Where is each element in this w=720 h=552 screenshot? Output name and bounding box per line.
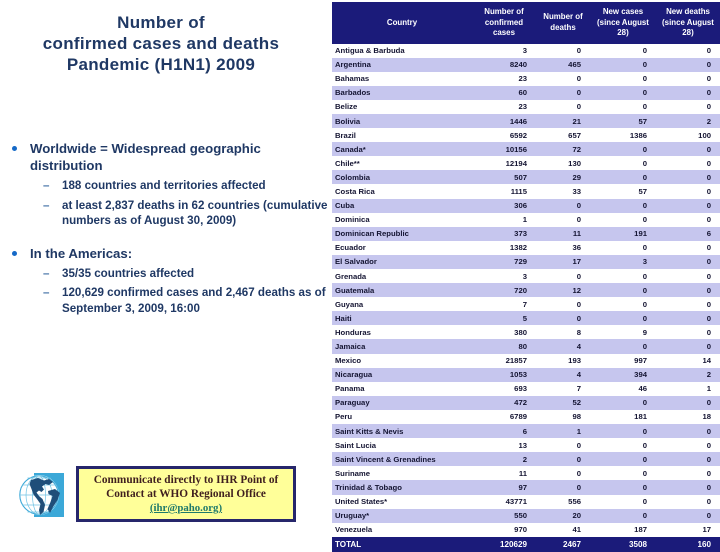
cell-new-cases: 0: [590, 269, 656, 283]
cell-country: Antigua & Barbuda: [332, 44, 472, 58]
cell-new-cases: 0: [590, 438, 656, 452]
cell-confirmed-cases: 306: [472, 199, 536, 213]
cell-deaths: 21: [536, 114, 590, 128]
cell-deaths: 0: [536, 466, 590, 480]
cell-deaths: 4: [536, 368, 590, 382]
sub-bullet-americas-countries-label: 35/35 countries affected: [62, 266, 195, 280]
cell-country: Belize: [332, 100, 472, 114]
cell-confirmed-cases: 2: [472, 452, 536, 466]
ihr-email-link[interactable]: (ihr@paho.org): [149, 502, 223, 514]
table-row: [332, 269, 720, 283]
table-header-row: [332, 2, 720, 44]
cell-confirmed-cases: 12194: [472, 156, 536, 170]
cell-country: Barbados: [332, 86, 472, 100]
table-row: [332, 58, 720, 72]
bullet-worldwide-label: Worldwide = Widespread geographic distribution: [30, 141, 261, 173]
cell-confirmed-cases: 10156: [472, 142, 536, 156]
cell-confirmed-cases: 43771: [472, 495, 536, 509]
cell-new-deaths: 18: [656, 410, 720, 424]
cell-country: Cuba: [332, 199, 472, 213]
cell-new-deaths: 1: [656, 382, 720, 396]
paho-globe-logo-icon: [18, 469, 66, 521]
cell-new-cases: 0: [590, 58, 656, 72]
cell-confirmed-cases: 8240: [472, 58, 536, 72]
cell-confirmed-cases: 693: [472, 382, 536, 396]
cell-deaths: 130: [536, 156, 590, 170]
cell-new-cases: 0: [590, 424, 656, 438]
page-title-line-2: confirmed cases and deaths: [42, 34, 280, 53]
cell-new-deaths: 0: [656, 509, 720, 523]
ihr-contact-box: [76, 466, 296, 522]
col-header-line: (since August 28): [662, 17, 714, 37]
cell-new-deaths: 0: [656, 86, 720, 100]
total-cell-country: TOTAL: [332, 537, 472, 552]
cell-confirmed-cases: 720: [472, 283, 536, 297]
cell-new-deaths: 0: [656, 58, 720, 72]
total-cell-deaths: 2467: [536, 537, 590, 552]
cell-confirmed-cases: 60: [472, 86, 536, 100]
cell-confirmed-cases: 1: [472, 213, 536, 227]
col-header-line: New deaths: [666, 7, 710, 16]
cell-country: Haiti: [332, 311, 472, 325]
cell-confirmed-cases: 507: [472, 170, 536, 184]
cell-new-cases: 0: [590, 495, 656, 509]
sub-bullet-americas-cases-label: 120,629 confirmed cases and 2,467 deaths as of September 3, 2009, 16:00: [62, 286, 326, 315]
cell-new-deaths: 0: [656, 255, 720, 269]
cell-new-deaths: 0: [656, 241, 720, 255]
table-row: [332, 325, 720, 339]
cell-country: Saint Kitts & Nevis: [332, 424, 472, 438]
cell-new-deaths: 2: [656, 114, 720, 128]
cell-new-cases: 0: [590, 297, 656, 311]
cell-new-cases: 187: [590, 523, 656, 537]
cell-deaths: 17: [536, 255, 590, 269]
table-row: [332, 72, 720, 86]
table-row: [332, 199, 720, 213]
col-header-new-deaths: [656, 2, 720, 44]
cell-new-deaths: 0: [656, 44, 720, 58]
cell-confirmed-cases: 6: [472, 424, 536, 438]
table-row: [332, 424, 720, 438]
cell-confirmed-cases: 472: [472, 396, 536, 410]
cases-table-container: [332, 2, 720, 549]
cell-new-cases: 0: [590, 466, 656, 480]
cell-new-cases: 0: [590, 396, 656, 410]
cell-deaths: 0: [536, 72, 590, 86]
dash-icon: –: [43, 266, 50, 280]
cell-deaths: 193: [536, 354, 590, 368]
cell-country: Chile**: [332, 156, 472, 170]
cell-confirmed-cases: 3: [472, 269, 536, 283]
sub-bullet-countries-affected-label: 188 countries and territories affected: [62, 179, 266, 192]
cell-deaths: 0: [536, 86, 590, 100]
cell-country: Canada*: [332, 142, 472, 156]
table-row: [332, 86, 720, 100]
cell-confirmed-cases: 1115: [472, 184, 536, 198]
table-row: [332, 114, 720, 128]
cell-new-deaths: 14: [656, 354, 720, 368]
table-row: [332, 509, 720, 523]
col-header-line: (since August 28): [597, 17, 649, 37]
table-header: [332, 2, 720, 44]
cell-new-cases: 0: [590, 509, 656, 523]
cell-deaths: 52: [536, 396, 590, 410]
cell-deaths: 29: [536, 170, 590, 184]
cell-new-deaths: 0: [656, 495, 720, 509]
table-row: [332, 410, 720, 424]
cell-new-deaths: 100: [656, 128, 720, 142]
cell-new-deaths: 0: [656, 452, 720, 466]
cell-confirmed-cases: 97: [472, 480, 536, 494]
cell-confirmed-cases: 1446: [472, 114, 536, 128]
cell-new-deaths: 0: [656, 424, 720, 438]
col-header-deaths: [536, 2, 590, 44]
cell-country: Guyana: [332, 297, 472, 311]
cell-new-deaths: 0: [656, 142, 720, 156]
table-row: [332, 283, 720, 297]
page-title-line-1: Number of: [117, 13, 205, 32]
cell-new-cases: 0: [590, 311, 656, 325]
table-row: [332, 438, 720, 452]
cell-deaths: 0: [536, 44, 590, 58]
cell-deaths: 0: [536, 452, 590, 466]
cell-country: Bolivia: [332, 114, 472, 128]
cell-country: Dominican Republic: [332, 227, 472, 241]
cell-new-deaths: 0: [656, 170, 720, 184]
bullet-americas-label: In the Americas:: [30, 245, 133, 261]
cell-deaths: 657: [536, 128, 590, 142]
cell-country: Argentina: [332, 58, 472, 72]
cell-new-deaths: 0: [656, 297, 720, 311]
cell-new-deaths: 0: [656, 199, 720, 213]
table-row: [332, 368, 720, 382]
col-header-line: Country: [386, 17, 418, 27]
cell-new-deaths: 0: [656, 396, 720, 410]
cell-new-cases: 57: [590, 114, 656, 128]
table-row: [332, 170, 720, 184]
cell-confirmed-cases: 13: [472, 438, 536, 452]
sub-bullet-countries-affected: [0, 178, 330, 194]
cell-confirmed-cases: 23: [472, 72, 536, 86]
cell-confirmed-cases: 11: [472, 466, 536, 480]
cell-confirmed-cases: 7: [472, 297, 536, 311]
cell-confirmed-cases: 80: [472, 339, 536, 353]
cell-new-cases: 0: [590, 213, 656, 227]
cell-deaths: 0: [536, 269, 590, 283]
bullet-dot-icon: [12, 146, 17, 151]
dash-icon: –: [43, 198, 50, 212]
ihr-line-2: Contact at WHO Regional Office: [106, 488, 266, 500]
cell-deaths: 36: [536, 241, 590, 255]
cell-new-deaths: 0: [656, 339, 720, 353]
col-header-country: [332, 2, 472, 44]
cell-country: Jamaica: [332, 339, 472, 353]
cell-new-cases: 1386: [590, 128, 656, 142]
cell-country: Brazil: [332, 128, 472, 142]
table-row: [332, 128, 720, 142]
table-row: [332, 227, 720, 241]
cell-new-deaths: 0: [656, 480, 720, 494]
cell-country: Costa Rica: [332, 184, 472, 198]
cell-deaths: 556: [536, 495, 590, 509]
cell-new-cases: 3: [590, 255, 656, 269]
cell-new-cases: 181: [590, 410, 656, 424]
cell-country: Paraguay: [332, 396, 472, 410]
cell-confirmed-cases: 373: [472, 227, 536, 241]
table-row: [332, 452, 720, 466]
table-row: [332, 396, 720, 410]
cell-country: Mexico: [332, 354, 472, 368]
cell-country: Peru: [332, 410, 472, 424]
cell-confirmed-cases: 6592: [472, 128, 536, 142]
cell-deaths: 0: [536, 480, 590, 494]
table-row: [332, 142, 720, 156]
cell-country: Ecuador: [332, 241, 472, 255]
total-cell-new-deaths: 160: [656, 537, 720, 552]
cell-deaths: 33: [536, 184, 590, 198]
cell-deaths: 20: [536, 509, 590, 523]
table-row: [332, 480, 720, 494]
bullet-group-spacer: [0, 229, 330, 245]
table-row: [332, 297, 720, 311]
page-title: [0, 12, 322, 75]
table-row: [332, 354, 720, 368]
cell-country: Venezuela: [332, 523, 472, 537]
cell-new-cases: 0: [590, 283, 656, 297]
cell-country: Colombia: [332, 170, 472, 184]
cell-confirmed-cases: 729: [472, 255, 536, 269]
cell-new-cases: 394: [590, 368, 656, 382]
cell-country: Uruguay*: [332, 509, 472, 523]
cell-new-deaths: 0: [656, 156, 720, 170]
col-header-line: Number of: [543, 12, 583, 22]
table-total-row: [332, 537, 720, 552]
table-row: [332, 213, 720, 227]
cell-new-deaths: 0: [656, 72, 720, 86]
cell-new-deaths: 17: [656, 523, 720, 537]
cell-new-cases: 0: [590, 44, 656, 58]
table-row: [332, 382, 720, 396]
cell-confirmed-cases: 23: [472, 100, 536, 114]
table-row: [332, 339, 720, 353]
cell-new-deaths: 0: [656, 269, 720, 283]
cell-deaths: 72: [536, 142, 590, 156]
col-header-line: New cases: [602, 7, 644, 16]
cell-new-deaths: 0: [656, 325, 720, 339]
cell-new-cases: 0: [590, 72, 656, 86]
bullet-list: [0, 140, 330, 316]
bullet-americas: [0, 245, 330, 262]
table-row: [332, 255, 720, 269]
cell-deaths: 12: [536, 283, 590, 297]
col-header-confirmed-cases: [472, 2, 536, 44]
cell-country: Grenada: [332, 269, 472, 283]
cell-deaths: 7: [536, 382, 590, 396]
cell-confirmed-cases: 1053: [472, 368, 536, 382]
cell-new-cases: 57: [590, 184, 656, 198]
cell-new-cases: 46: [590, 382, 656, 396]
col-header-line: deaths: [550, 22, 576, 32]
cell-new-cases: 0: [590, 156, 656, 170]
cell-new-deaths: 6: [656, 227, 720, 241]
cell-new-cases: 9: [590, 325, 656, 339]
cell-country: Saint Vincent & Grenadines: [332, 452, 472, 466]
cell-country: Guatemala: [332, 283, 472, 297]
bullet-dot-icon: [12, 251, 17, 256]
table-row: [332, 44, 720, 58]
footer-callout-group: [18, 466, 298, 526]
cell-new-deaths: 2: [656, 368, 720, 382]
sub-bullet-deaths-worldwide-label: at least 2,837 deaths in 62 countries (cumulative numbers as of August 30, 2009): [62, 198, 328, 227]
bullet-worldwide: [0, 140, 330, 174]
cell-deaths: 0: [536, 199, 590, 213]
cell-country: Panama: [332, 382, 472, 396]
cell-country: Trinidad & Tobago: [332, 480, 472, 494]
cell-new-cases: 0: [590, 199, 656, 213]
cell-deaths: 4: [536, 339, 590, 353]
cell-country: Dominica: [332, 213, 472, 227]
cell-country: Bahamas: [332, 72, 472, 86]
cell-country: Honduras: [332, 325, 472, 339]
sub-bullet-americas-cases: [0, 285, 330, 316]
dash-icon: –: [43, 179, 50, 192]
table-row: [332, 495, 720, 509]
table-row: [332, 156, 720, 170]
cell-new-cases: 0: [590, 170, 656, 184]
cell-deaths: 465: [536, 58, 590, 72]
cell-new-cases: 0: [590, 480, 656, 494]
cell-new-deaths: 0: [656, 311, 720, 325]
cell-new-deaths: 0: [656, 438, 720, 452]
cell-country: El Salvador: [332, 255, 472, 269]
cell-country: Nicaragua: [332, 368, 472, 382]
cell-deaths: 0: [536, 311, 590, 325]
cell-deaths: 8: [536, 325, 590, 339]
table-row: [332, 184, 720, 198]
cell-new-cases: 0: [590, 241, 656, 255]
cell-new-cases: 997: [590, 354, 656, 368]
table-row: [332, 523, 720, 537]
total-cell-new-cases: 3508: [590, 537, 656, 552]
sub-bullet-americas-countries: [0, 266, 330, 282]
cell-new-cases: 0: [590, 452, 656, 466]
cell-new-cases: 0: [590, 339, 656, 353]
table-row: [332, 311, 720, 325]
cell-new-deaths: 0: [656, 213, 720, 227]
cell-new-cases: 0: [590, 142, 656, 156]
sub-bullet-deaths-worldwide: [0, 198, 330, 229]
cell-country: Saint Lucia: [332, 438, 472, 452]
cell-confirmed-cases: 970: [472, 523, 536, 537]
cell-confirmed-cases: 5: [472, 311, 536, 325]
cell-deaths: 1: [536, 424, 590, 438]
total-cell-confirmed-cases: 120629: [472, 537, 536, 552]
cell-deaths: 0: [536, 438, 590, 452]
table-row: [332, 241, 720, 255]
cell-confirmed-cases: 6789: [472, 410, 536, 424]
cell-country: United States*: [332, 495, 472, 509]
cell-confirmed-cases: 1382: [472, 241, 536, 255]
cell-new-deaths: 0: [656, 283, 720, 297]
cell-new-deaths: 0: [656, 466, 720, 480]
cell-deaths: 11: [536, 227, 590, 241]
col-header-line: Number of: [484, 7, 524, 16]
col-header-line: confirmed cases: [484, 17, 524, 37]
cell-deaths: 41: [536, 523, 590, 537]
col-header-new-cases: [590, 2, 656, 44]
cell-confirmed-cases: 3: [472, 44, 536, 58]
table-body: [332, 44, 720, 552]
cell-new-cases: 191: [590, 227, 656, 241]
page-title-line-3: Pandemic (H1N1) 2009: [66, 55, 256, 74]
cell-deaths: 98: [536, 410, 590, 424]
cell-new-deaths: 0: [656, 100, 720, 114]
cell-deaths: 0: [536, 213, 590, 227]
cell-new-deaths: 0: [656, 184, 720, 198]
cell-confirmed-cases: 550: [472, 509, 536, 523]
table-row: [332, 466, 720, 480]
cell-confirmed-cases: 380: [472, 325, 536, 339]
table-row: [332, 100, 720, 114]
ihr-line-1: Communicate directly to IHR Point of: [93, 474, 279, 486]
cell-new-cases: 0: [590, 86, 656, 100]
cell-deaths: 0: [536, 100, 590, 114]
cases-deaths-table: [332, 2, 720, 552]
cell-deaths: 0: [536, 297, 590, 311]
cell-country: Suriname: [332, 466, 472, 480]
dash-icon: –: [43, 286, 50, 299]
cell-new-cases: 0: [590, 100, 656, 114]
left-content-panel: [0, 0, 330, 540]
cell-confirmed-cases: 21857: [472, 354, 536, 368]
